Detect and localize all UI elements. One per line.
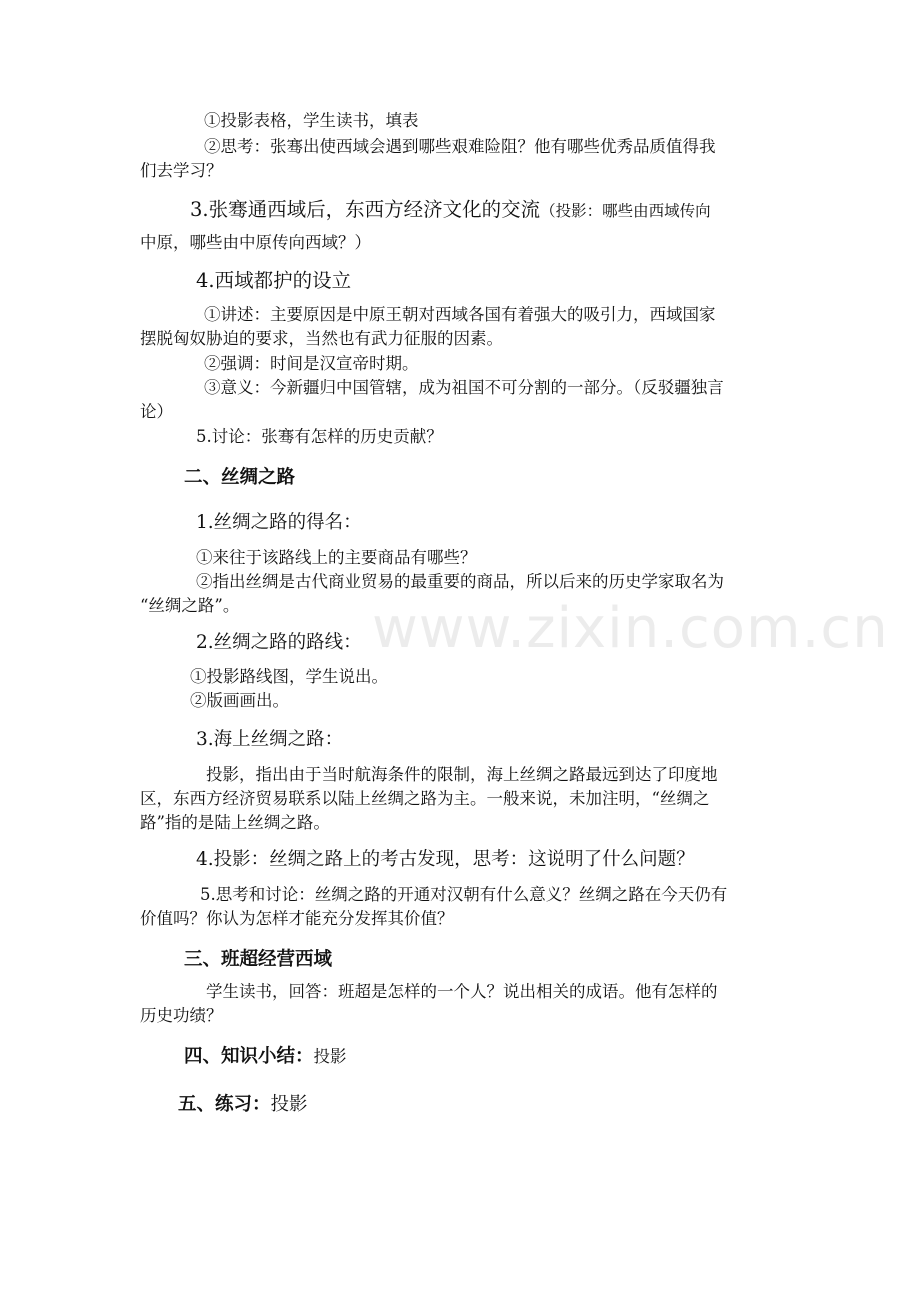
list-item: 们去学习？: [140, 161, 223, 180]
subheading: 2.丝绸之路的路线：: [196, 632, 362, 653]
paragraph-cont: 中原，哪些由中原传向西域？）: [140, 233, 371, 252]
watermark: www.zixin.com.cn: [372, 596, 889, 661]
section-heading: [178, 1090, 308, 1116]
section-heading: 二、丝绸之路: [184, 467, 296, 488]
list-item: ②指出丝绸是古代商业贸易的最重要的商品，所以后来的历史学家取名为: [196, 572, 724, 591]
paragraph: 5.思考和讨论：丝绸之路的开通对汉朝有什么意义？丝绸之路在今天仍有: [200, 885, 728, 904]
paragraph-note: （投影：哪些由西域传向: [540, 202, 711, 220]
section-heading-label: 五、练习：: [178, 1094, 271, 1115]
list-item: 5.讨论：张骞有怎样的历史贡献？: [196, 427, 443, 446]
paragraph: 路”指的是陆上丝绸之路。: [140, 813, 330, 832]
list-item: ①讲述：主要原因是中原王朝对西域各国有着强大的吸引力，西域国家: [204, 305, 716, 324]
section-heading-tail: 投影: [270, 1094, 308, 1115]
list-item: ①投影表格，学生读书，填表: [204, 111, 419, 130]
list-item: ①来往于该路线上的主要商品有哪些？: [196, 548, 477, 567]
list-item: 摆脱匈奴胁迫的要求，当然也有武力征服的因素。: [140, 329, 503, 348]
list-item: ①投影路线图，学生说出。: [190, 667, 388, 686]
section-heading: 三、班超经营西域: [184, 949, 333, 970]
paragraph: 价值吗？你认为怎样才能充分发挥其价值？: [140, 909, 454, 928]
paragraph: 区，东西方经济贸易联系以陆上丝绸之路为主。一般来说，未加注明，“丝绸之: [140, 789, 710, 808]
paragraph: 学生读书，回答：班超是怎样的一个人？说出相关的成语。他有怎样的: [206, 982, 718, 1001]
subheading: 1.丝绸之路的得名：: [196, 512, 362, 533]
list-item: ②版画画出。: [190, 691, 289, 710]
list-item: 论）: [140, 402, 173, 421]
section-heading: [184, 1042, 347, 1068]
list-item: ②思考：张骞出使西域会遇到哪些艰难险阻？他有哪些优秀品质值得我: [204, 137, 716, 156]
subheading: 3.海上丝绸之路：: [196, 729, 344, 750]
paragraph-main: 3.张骞通西域后，东西方经济文化的交流: [190, 198, 541, 221]
section-heading-label: 四、知识小结：: [184, 1046, 314, 1067]
subheading: 4.投影：丝绸之路上的考古发现，思考：这说明了什么问题？: [196, 849, 695, 870]
list-item: “丝绸之路”。: [140, 596, 240, 615]
section-heading-tail: 投影: [313, 1047, 347, 1066]
paragraph: 历史功绩？: [140, 1006, 223, 1025]
paragraph: 投影，指出由于当时航海条件的限制，海上丝绸之路最远到达了印度地: [206, 765, 718, 784]
list-item: ②强调：时间是汉宣帝时期。: [204, 354, 419, 373]
list-item: ③意义：今新疆归中国管辖，成为祖国不可分割的一部分。（反驳疆独言: [204, 378, 724, 397]
subheading: 4.西域都护的设立: [196, 269, 352, 292]
paragraph: [190, 199, 711, 221]
